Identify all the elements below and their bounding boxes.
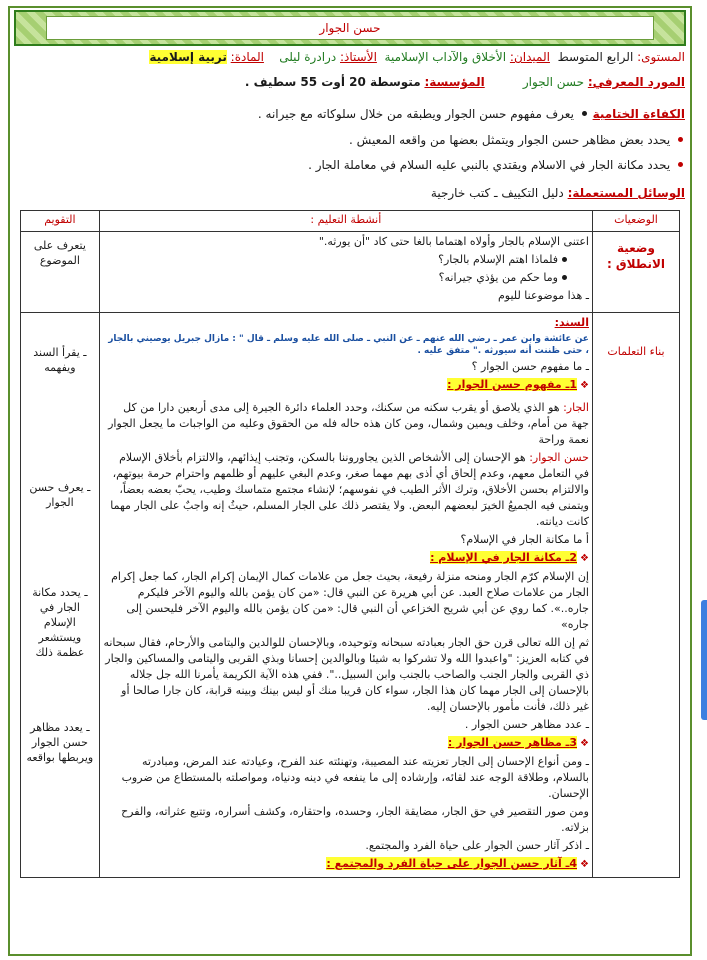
topic-text: ـ هذا موضوعنا لليوم	[497, 289, 589, 302]
section-title: 2ـ مكانة الجار في الإسلام :	[430, 551, 577, 564]
paragraph-text: ومن صور التقصير في حق الجار، مضايقة الجار، وحسده، واحتقاره، وكشف أسراره، وتتبع عثراته، والفرح بزلاته.	[121, 805, 589, 834]
subject-label: المادة:	[230, 50, 264, 64]
table-header-row	[21, 211, 680, 232]
lesson-title: حسن الجوار	[319, 21, 381, 35]
lesson-table	[20, 210, 680, 878]
bullet-icon	[678, 162, 683, 167]
bullet-icon	[678, 137, 683, 142]
paragraph-text: ـ ومن أنواع الإحسان إلى الجار تعزيته عند المصيبة، وتهنئته عند الفرح، وعيادته عند المرض، ومبادرته بالسلام، وطلاقة الوجه عند لقائه، وإرشاده إلى ما ينفعه في دينه ودنياه، ومواصلته بالمستطاع من ضروب الإحسان.	[121, 755, 589, 800]
col-situations-header: الوضعيات	[592, 211, 679, 232]
evaluation-cell	[21, 313, 100, 878]
question-text: أ ما مكانة الجار في الإسلام؟	[460, 533, 589, 546]
evaluation-text: ـ يحدد مكانة الجار في الإسلام ويستشعر عظمة ذلك	[32, 586, 88, 659]
side-scroll-indicator	[701, 600, 707, 720]
intro-text: اعتنى الإسلام بالجار وأولاه اهتماما بالغا حتى كاد "أن يورثه."	[318, 235, 589, 248]
header-info-line	[21, 50, 685, 64]
activity-cell-start	[99, 232, 592, 313]
resource-label: المورد المعرفي:	[587, 75, 685, 89]
situation-start-label: وضعية الانطلاق :	[606, 241, 666, 271]
competence-label: الكفاءة الختامية	[592, 107, 685, 121]
field-label: الميدان:	[509, 50, 550, 64]
situation-cell	[592, 232, 679, 313]
objective-text: يحدد مكانة الجار في الاسلام ويقتدي بالنبي عليه السلام في معاملة الجار .	[308, 158, 671, 172]
evaluation-text: يتعرف على الموضوع	[33, 239, 86, 267]
question-text: ـ اذكر آثار حسن الجوار على حياة الفرد والمجتمع.	[365, 839, 589, 852]
diamond-icon: ❖	[580, 738, 589, 749]
objective-line-1	[21, 133, 685, 147]
sanad-text: عن عائشة وابن عمر ـ رضي الله عنهم ـ عن النبي ـ صلى الله عليه وسلم ـ قال " : مازال جبريل يوصيني بالجار ، حتى ظننت أنه سيورثه ." متفق عليه .	[108, 334, 589, 356]
evaluation-text: ـ يعدد مظاهر حسن الجوار ويربطها بواقعه	[26, 721, 94, 764]
table-row-build	[21, 313, 680, 878]
section-title: 4ـ آثار حسن الجوار على حياة الفرد والمجتمع :	[326, 857, 577, 870]
competence-line	[21, 107, 685, 121]
paragraph-text: ثم إن الله تعالى قرن حق الجار بعبادته سبحانه وتوحيده، وبالإحسان للوالدين واليتامى والأرحام، فقال سبحانه في كتابه العزيز: "واعبدوا الله ولا تشركوا به شيئا وبالوالدين إحسانا وبذي القربى واليتامى والمساكين والجار ذي القربى والجار الجنب والصاحب بالجنب وابن السبيل..". ففي هذه الآية الكريمة يأمرنا الله جل جلاله بالإحسان إلى الجار مهما كان هذا الجار، سواء كان قريبا منك أو ليس بينك وبينه قرابة، كان جارا صالحا أو غير ذلك، فأنت مأمور بالإحسان إليه.	[103, 636, 589, 713]
competence-value: يعرف مفهوم حسن الجوار ويطبقه من خلال سلوكاته مع جيرانه .	[257, 107, 574, 121]
level-value: الرابع المتوسط	[557, 50, 634, 64]
activity-cell-build	[99, 313, 592, 878]
teacher-label: الأستاذ:	[340, 50, 377, 64]
subject-value: تربية إسلامية	[149, 50, 227, 64]
tools-label: الوسائل المستعملة:	[567, 186, 685, 200]
objective-text: يحدد بعض مظاهر حسن الجوار ويتمثل بعضها من واقعه المعيش .	[349, 133, 671, 147]
definition-text: هو الذي يلاصق أو يقرب سكنه من سكنك، وحدد العلماء دائرة الجيرة إلى مدى أربعين دارا من كل جهة من أمام، وخلف ويمين وشمال، ومن كان هذه حاله فله من الحقوق وعليه من الواجبات ما يجعل الجوار نعمة وراحة	[108, 401, 589, 446]
col-activities-header: أنشطة التعليم :	[99, 211, 592, 232]
title-box	[46, 16, 654, 40]
situation-build-label: بناء التعلمات	[607, 345, 665, 358]
evaluation-text: ـ يقرأ السند ويفهمه	[33, 346, 87, 374]
question-text: فلماذا اهتم الإسلام بالجار؟	[438, 253, 558, 266]
question-text: وما حكم من يؤذي جيرانه؟	[438, 271, 558, 284]
term-label: حسن الجوار:	[529, 451, 589, 464]
resource-line	[21, 75, 685, 89]
term-label: الجار:	[563, 401, 589, 414]
diamond-icon: ❖	[580, 553, 589, 564]
bullet-icon	[562, 275, 567, 280]
teacher-value: درادرة ليلى	[279, 50, 337, 64]
objective-line-2	[21, 158, 685, 172]
tools-line	[21, 186, 685, 200]
diamond-icon: ❖	[580, 380, 589, 391]
school-label: المؤسسة:	[424, 75, 485, 89]
tools-value: دليل التكييف ـ كتب خارجية	[430, 186, 564, 200]
situation-cell	[592, 313, 679, 878]
diamond-icon: ❖	[580, 859, 589, 870]
question-text: ـ ما مفهوم حسن الجوار ؟	[471, 360, 589, 373]
sanad-label: السند:	[554, 316, 589, 329]
level-label: المستوى:	[637, 50, 685, 64]
school-value: متوسطة 20 أوت 55 سطيف .	[244, 75, 421, 89]
evaluation-cell	[21, 232, 100, 313]
section-title: 1ـ مفهوم حسن الجوار :	[447, 378, 577, 391]
col-evaluation-header: التقويم	[21, 211, 100, 232]
bullet-icon	[562, 257, 567, 262]
definition-text: هو الإحسان إلى الأشخاص الذين يجاوروننا بالسكن، وتجنب إيذائهم، والالتزام بأخلاق الإسلام في التعامل معهم، وعدم إلحاق أي أذى بهم مهما صغر، وعدم البغي عليهم أو ظلمهم واحترام حرمة بيوتهم، والالتزام بحسن الأخلاق، وترك الأثر الطيب في نفوسهم؛ لإنشاء مجتمع متماسك وطيب، يحبّ بعضه بعضاً، ويتمنى فيه الجميعُ الخيرَ لبعضهم البعض. ولا يقتصر ذلك على الجار المسلم، حيثُ إنه واجبٌ على الجار مهما كانت ديانته.	[110, 451, 589, 528]
table-row-start	[21, 232, 680, 313]
question-text: ـ عدد مظاهر حسن الجوار .	[464, 718, 589, 731]
title-banner	[14, 10, 686, 46]
bullet-icon	[582, 111, 587, 116]
resource-value: حسن الجوار	[522, 75, 585, 89]
section-title: 3ـ مظاهر حسن الجوار :	[447, 736, 577, 749]
paragraph-text: إن الإسلام كرّم الجار ومنحه منزلة رفيعة، بحيث جعل من علامات كمال الإيمان إكرام الجار، كما جعل إكرام الجار من علامات صلاح العبد. عن أبي هريرة عن النبي قال: «من كان يؤمن بالله واليوم الآخر فليكرم جاره..». كما روي عن أبي شريح الخزاعي أن النبي قال: «من كان يؤمن بالله واليوم الآخر فليحسن إلى جاره»	[111, 570, 589, 631]
evaluation-text: ـ يعرف حسن الجوار	[29, 481, 91, 509]
field-value: الأخلاق والآداب الإسلامية	[384, 50, 507, 64]
